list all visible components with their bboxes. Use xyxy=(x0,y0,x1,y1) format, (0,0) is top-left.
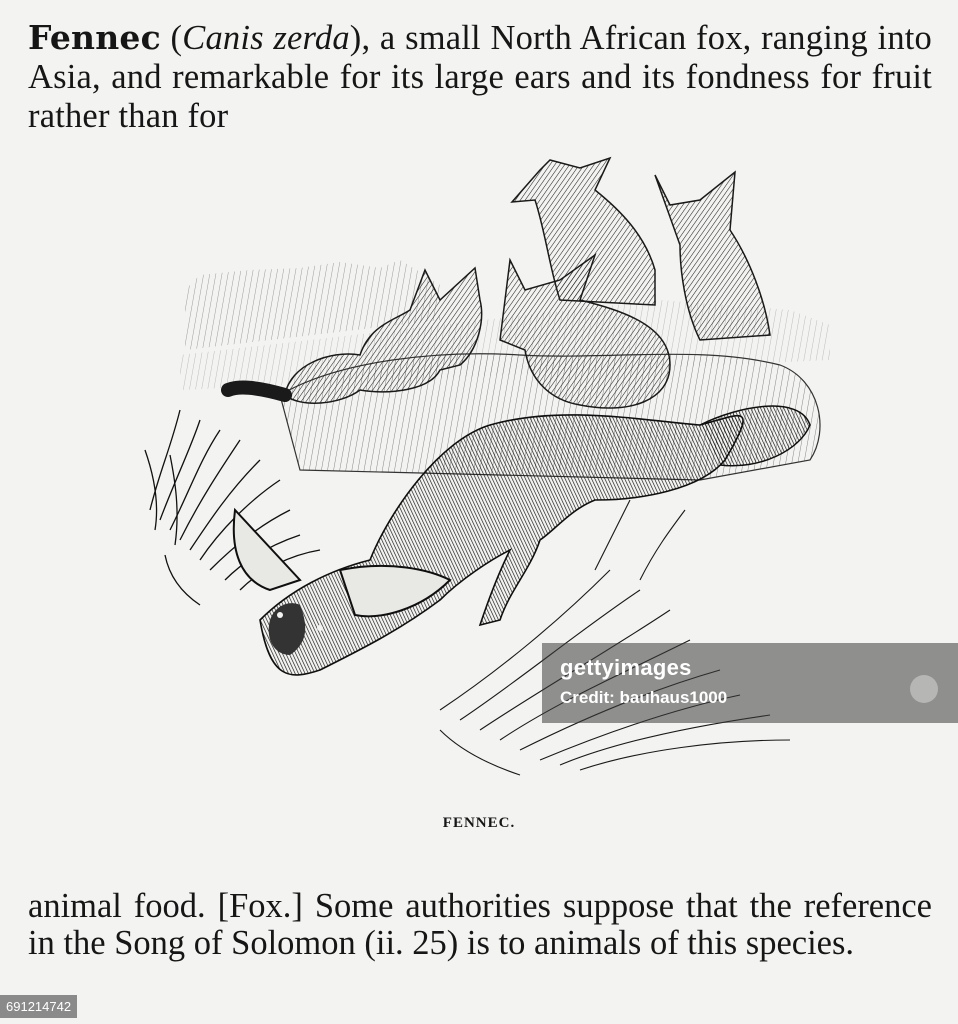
watermark-circle-icon xyxy=(910,675,938,703)
entry-text-continued: ), a small North African fox, ranging into Asia, and remarkable for its large ears and its fondness for fruit rather than for xyxy=(28,19,932,135)
entry-text-top xyxy=(28,18,932,136)
image-id-label: 691214742 xyxy=(0,995,77,1018)
open-paren: ( xyxy=(160,19,183,57)
watermark-logo: gettyimages xyxy=(560,655,692,680)
stock-watermark xyxy=(542,643,958,723)
watermark-credit: Credit: bauhaus1000 xyxy=(560,688,728,707)
scientific-name: Canis zerda xyxy=(182,19,350,57)
illustration-caption: FENNEC. xyxy=(442,815,516,831)
entry-text-bottom: animal food. [Fox.] Some authorities suppose that the reference in the Song of Solomon (ii. 25) is to animals of this species. xyxy=(28,887,932,962)
entry-headword: Fennec xyxy=(28,18,161,57)
